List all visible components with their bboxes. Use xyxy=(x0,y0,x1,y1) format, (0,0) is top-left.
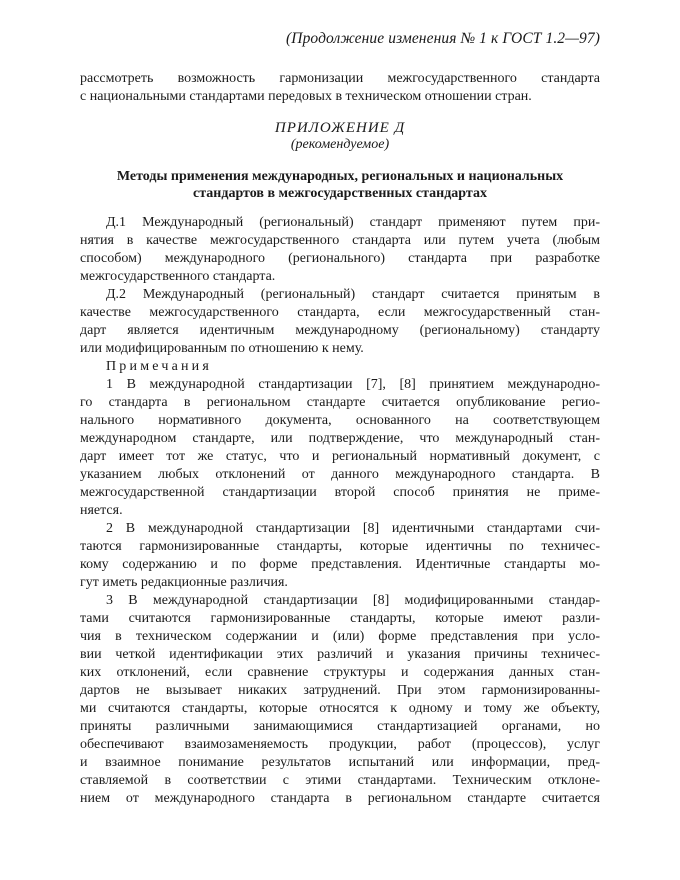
note2-line: гут иметь редакционные различия. xyxy=(80,575,288,590)
note1-line: го стандарта в региональном стандарте считается опубликование регио- xyxy=(80,395,600,410)
note2-line: 2 В международной стандартизации [8] идентичными стандартами счи- xyxy=(106,521,600,536)
d1-line: межгосударственного стандарта. xyxy=(80,269,276,284)
note3-line: ставляемой в соответствии с этими стандартами. Техническим отклоне- xyxy=(80,773,600,788)
appendix-title: ПРИЛОЖЕНИЕ Д xyxy=(274,120,406,136)
d2-line: качестве межгосударственного стандарта, если межгосударственный стан- xyxy=(80,305,600,320)
note1-line: указанием любых отклонений от данного международного стандарта. В xyxy=(80,467,600,482)
d2-line: Д.2 Международный (региональный) стандарт считается принятым в xyxy=(106,287,600,302)
note3-line: ких отклонений, если сравнение структуры и содержания данных стан- xyxy=(80,665,600,680)
d2-line: или модифицированным по отношению к нему. xyxy=(80,341,364,356)
note1-line: международном стандарте, или подтверждение, что международный стан- xyxy=(80,431,600,446)
note3-line: приняты различными занимающимися стандартизацией органами, но xyxy=(80,719,600,734)
note1-line: межгосударственной стандартизации второй способ принятия не приме- xyxy=(80,485,600,500)
note3-line: 3 В международной стандартизации [8] модифицированными стандар- xyxy=(106,593,600,608)
note3-line: тами считаются гармонизированные стандарты, которые имеют разли- xyxy=(80,611,600,626)
running-header: (Продолжение изменения № 1 к ГОСТ 1.2—97) xyxy=(286,30,600,47)
notes-label: Примечания xyxy=(106,359,213,374)
note2-line: таются гармонизированные стандарты, которые идентичны по техничес- xyxy=(80,539,600,554)
note1-line: дарт имеет тот же статус, что и региональный нормативный документ, с xyxy=(80,449,600,464)
d1-line: способом) международного (регионального) стандарта при разработке xyxy=(80,251,600,266)
note3-line: вии четкой идентификации этих различий и указания причины техничес- xyxy=(80,647,600,662)
appendix-subtitle: (рекомендуемое) xyxy=(290,137,390,152)
intro-line: с национальными стандартами передовых в техническом отношении стран. xyxy=(80,89,532,104)
d2-line: дарт является идентичным международному (региональному) стандарту xyxy=(80,323,600,338)
note1-line: нального нормативного документа, основанного на соответствующем xyxy=(80,413,600,428)
note1-line: 1 В международной стандартизации [7], [8] принятием международно- xyxy=(106,377,600,392)
d1-line: Д.1 Международный (региональный) стандарт применяют путем при- xyxy=(106,215,600,230)
note2-line: кому содержанию и по форме представления. Идентичные стандарты мо- xyxy=(80,557,600,572)
appendix-heading-line: Методы применения международных, региональных и национальных xyxy=(116,169,564,184)
note3-line: чия в техническом содержании и (или) форме представления при усло- xyxy=(80,629,600,644)
note3-line: ми считаются стандарты, которые относятся к одному и тому же объекту, xyxy=(80,701,600,716)
note3-line: дартов не вызывает никаких затруднений. При этом гармонизированны- xyxy=(80,683,600,698)
intro-line: рассмотреть возможность гармонизации межгосударственного стандарта xyxy=(80,71,600,86)
note3-line: и взаимное понимание результатов испытаний или информации, пред- xyxy=(80,755,600,770)
note1-line: няется. xyxy=(80,503,123,518)
d1-line: нятия в качестве межгосударственного стандарта или путем учета (любым xyxy=(80,233,600,248)
appendix-heading-line: стандартов в межгосударственных стандартах xyxy=(193,186,487,201)
note3-line: обеспечивают взаимозаменяемость продукции, работ (процессов), услуг xyxy=(80,737,600,752)
note3-line: нием от международного стандарта в региональном стандарте считается xyxy=(80,791,600,806)
